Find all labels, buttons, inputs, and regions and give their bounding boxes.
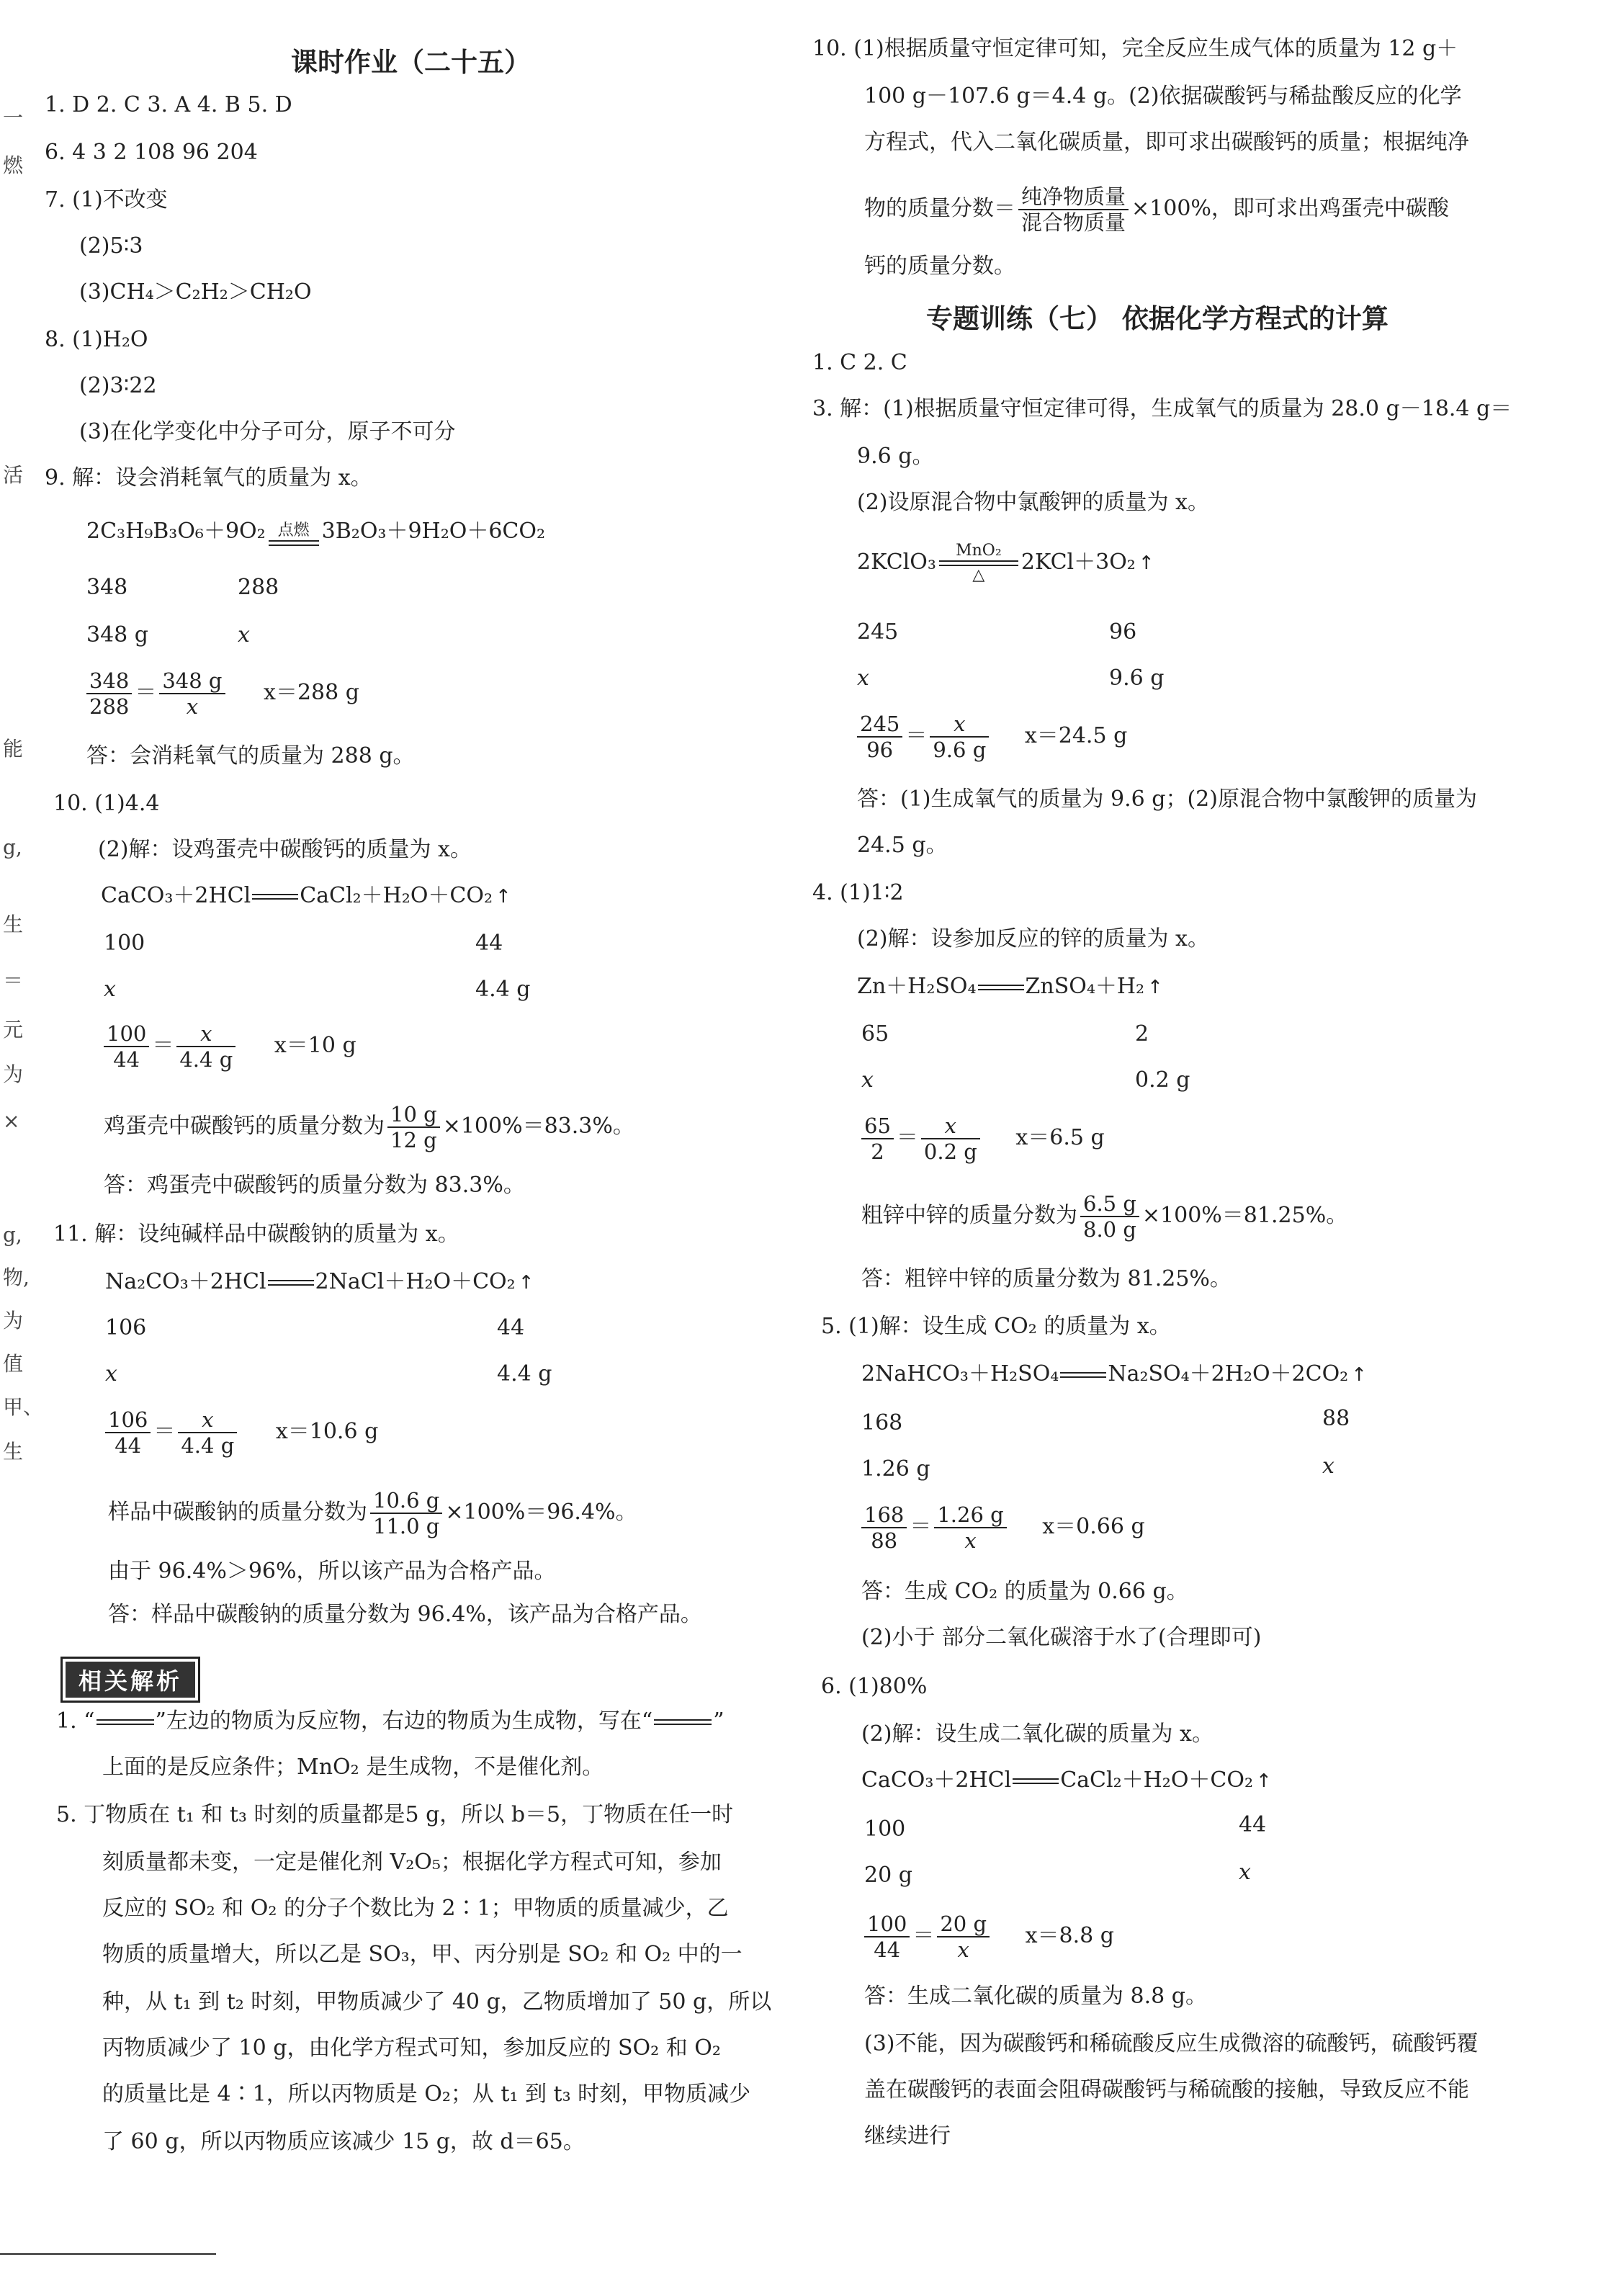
label: 鸡蛋壳中碳酸钙的质量分数为 [104, 1114, 385, 1139]
result: x＝6.5 g [1015, 1125, 1105, 1150]
chemical-equation [86, 517, 545, 546]
gas-arrow-icon: ↑ [1138, 552, 1154, 574]
answer-line: (3)CH₄＞C₂H₂＞CH₂O [79, 279, 312, 305]
margin-fragment: × [3, 1109, 20, 1133]
analysis-line: 的质量比是 4∶1，所以丙物质是 O₂；从 t₁ 到 t₃ 时刻，甲物质减少 [102, 2082, 751, 2107]
unknown-value: x [238, 622, 250, 648]
text: 1. “ [56, 1708, 95, 1734]
equation-right: CaCl₂＋H₂O＋CO₂ [300, 883, 493, 908]
section-title-lesson25: 课时作业（二十五） [291, 47, 531, 78]
denominator: 8.0 g [1083, 1217, 1136, 1242]
label: 样品中碳酸钠的质量分数为 [108, 1500, 367, 1525]
numerator: 10.6 g [370, 1488, 442, 1514]
result: x＝10 g [274, 1033, 356, 1058]
equation-left: CaCO₃＋2HCl [101, 883, 251, 908]
numerator: x [176, 1021, 235, 1047]
answer-line: 答：生成二氧化碳的质量为 8.8 g。 [864, 1984, 1207, 2009]
answer-line: 答：(1)生成氧气的质量为 9.6 g；(2)原混合物中氯酸钾的质量为 [857, 787, 1477, 812]
analysis-line: 了 60 g，所以丙物质应该减少 15 g，故 d＝65。 [102, 2129, 585, 2154]
numerator: 348 g [159, 668, 225, 694]
numerator: 20 g [937, 1912, 990, 1937]
analysis-line: 刻质量都未变，一定是催化剂 V₂O₅；根据化学方程式可知，参加 [102, 1850, 722, 1875]
equation-right: 3B₂O₃＋9H₂O＋6CO₂ [321, 519, 545, 544]
analysis-line: 丙物质减少了 10 g，由化学方程式可知，参加反应的 SO₂ 和 O₂ [102, 2035, 721, 2061]
molar-mass: 2 [1135, 1021, 1149, 1047]
proportion: $\frac{100}{44}$ ＝ $\frac{20 g}{x}$ x＝8.8 g [861, 1912, 1114, 1962]
denominator: 4.4 g [181, 1433, 235, 1458]
analysis-line: 100 g－107.6 g＝4.4 g。(2)依据碳酸钙与稀盐酸反应的化学 [864, 84, 1462, 109]
proportion: $\frac{65}{2}$ ＝ $\frac{x}{0.2 g}$ x＝6.5 g [858, 1114, 1105, 1164]
answer-line: (2)解：设生成二氧化碳的质量为 x。 [861, 1721, 1213, 1747]
footer-rule [0, 2253, 216, 2255]
molar-mass: 168 [861, 1410, 903, 1435]
equation-left: CaCO₃＋2HCl [861, 1768, 1012, 1793]
analysis-line: 钙的质量分数。 [864, 254, 1015, 279]
numerator: x [921, 1114, 980, 1139]
margin-fragment: 为 [3, 1309, 24, 1332]
molar-mass: 44 [497, 1315, 525, 1340]
answer-line: 9.6 g。 [857, 444, 934, 469]
fraction [104, 1021, 149, 1072]
molar-mass: 88 [1322, 1406, 1350, 1431]
catalyst-text: MnO₂ [956, 542, 1002, 560]
answer-line: (2)3∶22 [79, 373, 157, 398]
chemical-equation [857, 542, 1154, 585]
related-analysis-badge [60, 1657, 200, 1703]
proportion: $\frac{168}{88}$ ＝ $\frac{1.26 g}{x}$ x＝0.66 g [858, 1502, 1145, 1553]
percentage-line [104, 1102, 634, 1152]
numerator: 106 [105, 1407, 151, 1433]
numerator: x [178, 1407, 237, 1433]
equation-left: 2NaHCO₃＋H₂SO₄ [861, 1361, 1059, 1386]
result: ×100%＝96.4%。 [445, 1500, 637, 1525]
given-value: 4.4 g [497, 1361, 552, 1386]
gas-arrow-icon: ↑ [1351, 1364, 1367, 1386]
denominator: 44 [874, 1937, 901, 1962]
numerator: 100 [864, 1912, 910, 1937]
equation-right: 2KCl＋3O₂ [1020, 550, 1136, 575]
result: x＝288 g [264, 680, 359, 705]
chemical-equation [101, 882, 511, 911]
fraction [934, 1502, 1006, 1553]
heat-symbol: △ [972, 566, 985, 584]
answer-line: 4. (1)1∶2 [812, 880, 904, 905]
analysis-line: 5. 丁物质在 t₁ 和 t₃ 时刻的质量都是5 g，所以 b＝5，丁物质在任一时 [56, 1802, 734, 1827]
molar-mass: 100 [864, 1816, 906, 1842]
answer-line: 10. (1)4.4 [53, 791, 160, 816]
margin-fragment: 一 [3, 106, 24, 130]
answer-line: 答：样品中碳酸钠的质量分数为 96.4%，该产品为合格产品。 [108, 1602, 702, 1627]
answer-line: 盖在碳酸钙的表面会阻碍碳酸钙与稀硫酸的接触，导致反应不能 [864, 2077, 1469, 2102]
denominator: 88 [871, 1528, 898, 1553]
analysis-line: 种，从 t₁ 到 t₂ 时刻，甲物质减少了 40 g，乙物质增加了 50 g，所以 [102, 1989, 772, 2015]
unknown-value: x [857, 666, 869, 691]
proportion: $\frac{245}{96}$ ＝ $\frac{x}{9.6 g}$ x＝24.5 g [854, 712, 1127, 762]
given-value: 20 g [864, 1863, 912, 1888]
denominator: 9.6 g [933, 738, 987, 762]
analysis-line: 物质的质量增大，所以乙是 SO₃，甲、丙分别是 SO₂ 和 O₂ 中的一 [102, 1942, 743, 1967]
molar-mass: 65 [861, 1021, 889, 1047]
proportion: $\frac{100}{44}$ ＝ $\frac{x}{4.4 g}$ x＝10 g [101, 1021, 356, 1072]
given-value: 348 g [86, 622, 149, 648]
fraction [864, 1912, 910, 1962]
answer-line: 答：鸡蛋壳中碳酸钙的质量分数为 83.3%。 [104, 1173, 525, 1198]
molar-mass: 96 [1109, 619, 1137, 645]
proportion: $\frac{106}{44}$ ＝ $\frac{x}{4.4 g}$ x＝10.6 g [102, 1407, 378, 1458]
numerator: 6.5 g [1080, 1191, 1139, 1217]
analysis-line: 上面的是反应条件；MnO₂ 是生成物，不是催化剂。 [102, 1755, 604, 1780]
fraction [1018, 184, 1129, 235]
result: x＝24.5 g [1024, 723, 1128, 748]
gas-arrow-icon: ↑ [518, 1272, 534, 1294]
answer-line: 8. (1)H₂O [45, 327, 148, 352]
margin-fragment: 为 [3, 1062, 24, 1086]
molar-mass: 348 [86, 575, 128, 600]
margin-fragment: 生 [3, 913, 24, 936]
gas-arrow-icon: ↑ [1256, 1770, 1272, 1792]
numerator: 100 [104, 1021, 149, 1047]
margin-fragment: 元 [3, 1018, 24, 1041]
fraction [937, 1912, 990, 1962]
numerator: 1.26 g [934, 1502, 1006, 1528]
equation-left: 2C₃H₉B₃O₆＋9O₂ [86, 519, 266, 544]
answer-line: 答：粗锌中锌的质量分数为 81.25%。 [861, 1266, 1232, 1291]
denominator: x [957, 1937, 969, 1962]
denominator: 2 [871, 1139, 884, 1164]
unknown-value: x [104, 977, 116, 1002]
analysis-line [56, 1707, 724, 1736]
answer-line: 由于 96.4%＞96%，所以该产品为合格产品。 [108, 1559, 556, 1584]
answer-line: (2)解：设参加反应的锌的质量为 x。 [857, 926, 1209, 951]
margin-fragment: 值 [3, 1352, 24, 1376]
denominator: 44 [115, 1433, 142, 1458]
reaction-condition [939, 542, 1018, 585]
answer-line: (2)解：设鸡蛋壳中碳酸钙的质量为 x。 [98, 837, 472, 862]
margin-fragment: 能 [3, 737, 24, 761]
answer-line: 1. C 2. C [812, 350, 907, 375]
fraction [105, 1407, 151, 1458]
fraction [86, 668, 132, 719]
answer-line: 9. 解：设会消耗氧气的质量为 x。 [45, 465, 372, 490]
answer-line: 6. 4 3 2 108 96 204 [45, 140, 258, 165]
equation-left: Zn＋H₂SO₄ [857, 974, 977, 999]
margin-fragment: 物, [3, 1265, 30, 1289]
answer-line: 5. (1)解：设生成 CO₂ 的质量为 x。 [821, 1314, 1171, 1339]
text: ×100%，即可求出鸡蛋壳中碳酸 [1131, 196, 1449, 221]
condition-text: 点燃 [277, 521, 310, 539]
molar-mass: 106 [105, 1315, 147, 1340]
given-value: 1.26 g [861, 1456, 930, 1482]
molar-mass: 100 [104, 931, 145, 956]
result: x＝8.8 g [1025, 1923, 1114, 1948]
fraction [178, 1407, 237, 1458]
given-value: 9.6 g [1109, 666, 1165, 691]
result: ×100%＝83.3%。 [442, 1114, 634, 1139]
unknown-value: x [1322, 1453, 1334, 1479]
answer-line: 答：生成 CO₂ 的质量为 0.66 g。 [861, 1579, 1188, 1604]
chemical-equation [861, 1766, 1272, 1796]
denominator: 44 [113, 1047, 140, 1072]
fraction [861, 1114, 894, 1164]
denominator: 11.0 g [373, 1514, 440, 1538]
analysis-line: 方程式，代入二氧化碳质量，即可求出碳酸钙的质量；根据纯净 [864, 130, 1469, 155]
fraction [1080, 1191, 1139, 1242]
result: ×100%＝81.25%。 [1141, 1203, 1348, 1228]
denominator: 288 [89, 694, 130, 719]
denominator: 96 [866, 738, 894, 762]
unknown-value: x [861, 1067, 874, 1093]
gas-arrow-icon: ↑ [495, 886, 511, 908]
chemical-equation [105, 1268, 534, 1297]
answer-line: 继续进行 [864, 2123, 951, 2149]
margin-fragment: 燃 [3, 153, 24, 177]
answer-line: 7. (1)不改变 [45, 187, 168, 212]
label: 粗锌中锌的质量分数为 [861, 1203, 1077, 1228]
fraction [930, 712, 989, 762]
proportion: $\frac{348}{288}$ ＝ $\frac{348 g}{x}$ x＝288 g [84, 668, 359, 719]
analysis-line: 反应的 SO₂ 和 O₂ 的分子个数比为 2∶1；甲物质的质量减少，乙 [102, 1896, 729, 1921]
fraction [159, 668, 225, 719]
equation-right: Na₂SO₄＋2H₂O＋2CO₂ [1108, 1361, 1349, 1386]
margin-fragment: g, [3, 835, 22, 859]
molar-mass: 245 [857, 619, 899, 645]
answer-line: 24.5 g。 [857, 833, 948, 858]
given-value: 0.2 g [1135, 1067, 1190, 1093]
fraction [370, 1488, 442, 1538]
equation-right: 2NaCl＋H₂O＋CO₂ [315, 1269, 516, 1294]
percentage-line [108, 1488, 637, 1538]
analysis-line [864, 184, 1449, 235]
text: ” [713, 1708, 724, 1734]
molar-mass: 288 [238, 575, 279, 600]
answer-line: (2)5∶3 [79, 233, 143, 259]
section-title-topic7: 专题训练（七） 依据化学方程式的计算 [926, 303, 1389, 334]
answer-line: 6. (1)80% [821, 1674, 928, 1699]
badge-label: 相关解析 [66, 1662, 195, 1698]
text: ”左边的物质为反应物，右边的物质为生成物，写在“ [155, 1708, 653, 1734]
answer-line: (2)小于 部分二氧化碳溶于水了(合理即可) [861, 1625, 1262, 1650]
answer-line: 1. D 2. C 3. A 4. B 5. D [45, 92, 292, 117]
denominator: x [964, 1528, 977, 1553]
answer-line: (2)设原混合物中氯酸钾的质量为 x。 [857, 490, 1209, 515]
answer-line: 11. 解：设纯碱样品中碳酸钠的质量为 x。 [53, 1222, 459, 1247]
molar-mass: 44 [475, 931, 503, 956]
answer-line: (3)不能，因为碳酸钙和稀硫酸反应生成微溶的硫酸钙，硫酸钙覆 [864, 2031, 1479, 2056]
equation-right: CaCl₂＋H₂O＋CO₂ [1060, 1768, 1253, 1793]
numerator: 245 [857, 712, 902, 738]
analysis-line: 10. (1)根据质量守恒定律可知，完全反应生成气体的质量为 12 g＋ [812, 36, 1458, 61]
denominator: 混合物质量 [1021, 210, 1126, 235]
numerator: 65 [861, 1114, 894, 1139]
margin-fragment: 生 [3, 1440, 24, 1464]
given-value: 4.4 g [475, 977, 531, 1002]
reaction-condition [269, 521, 319, 546]
margin-fragment: 甲、 [3, 1395, 44, 1419]
fraction [861, 1502, 907, 1553]
result: x＝0.66 g [1042, 1514, 1145, 1539]
fraction [387, 1102, 440, 1152]
numerator: 纯净物质量 [1018, 184, 1129, 210]
molar-mass: 44 [1239, 1812, 1267, 1837]
denominator: x [186, 694, 199, 719]
percentage-line [861, 1191, 1347, 1242]
equation-left: 2KClO₃ [857, 550, 936, 575]
margin-fragment: 活 [3, 463, 24, 487]
equation-right: ZnSO₄＋H₂ [1025, 974, 1145, 999]
margin-fragment: g, [3, 1223, 22, 1247]
answer-line: 3. 解：(1)根据质量守恒定律可得，生成氧气的质量为 28.0 g－18.4 g＝ [812, 396, 1512, 421]
fraction [921, 1114, 980, 1164]
unknown-value: x [105, 1361, 117, 1386]
numerator: x [930, 712, 989, 738]
unknown-value: x [1239, 1860, 1251, 1885]
denominator: 12 g [390, 1128, 437, 1152]
result: x＝10.6 g [275, 1419, 379, 1444]
fraction [176, 1021, 235, 1072]
answer-line: (3)在化学变化中分子可分，原子不可分 [79, 419, 456, 444]
chemical-equation [861, 1360, 1367, 1389]
fraction [857, 712, 902, 762]
equation-left: Na₂CO₃＋2HCl [105, 1269, 266, 1294]
denominator: 0.2 g [923, 1139, 977, 1164]
numerator: 348 [86, 668, 132, 694]
answer-line: 答：会消耗氧气的质量为 288 g。 [86, 743, 415, 769]
denominator: 4.4 g [179, 1047, 233, 1072]
text: 物的质量分数＝ [864, 196, 1015, 221]
numerator: 10 g [387, 1102, 440, 1128]
gas-arrow-icon: ↑ [1147, 977, 1163, 998]
chemical-equation [857, 972, 1163, 1002]
numerator: 168 [861, 1502, 907, 1528]
margin-fragment: ＝ [3, 969, 24, 993]
